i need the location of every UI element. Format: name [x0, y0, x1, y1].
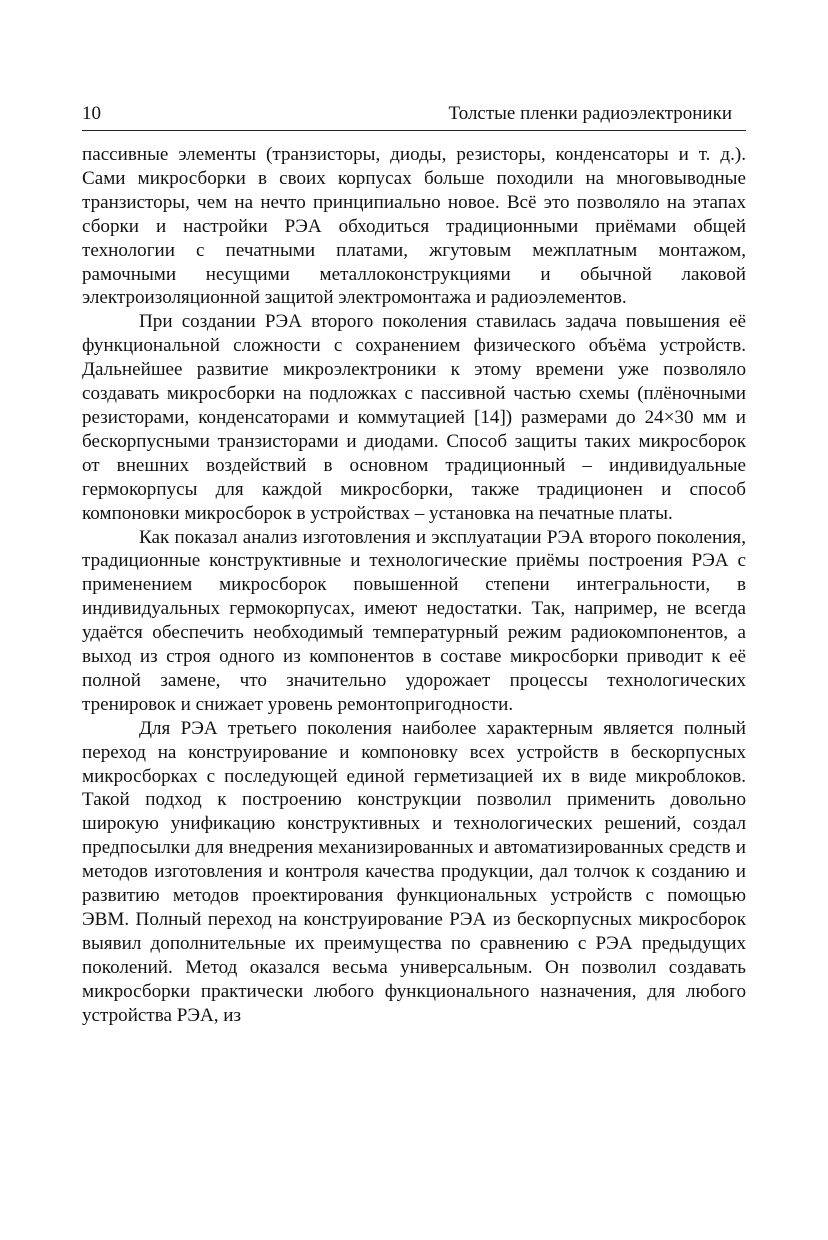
- page-header: [82, 103, 746, 131]
- paragraph-4: Для РЭА третьего поколения наиболее характерным является полный переход на конструирование и компоновку всех устройств в бескорпусных микросборках с последующей единой герметизацией их в виде микроблоков. Такой подход к построению конструкции позволил применить довольно широкую унификацию конструктивных и технологических решений, создал предпосылки для внедрения механизированных и автоматизированных средств и методов изготовления и контроля качества продукции, дал толчок к созданию и развитию методов проектирования функциональных устройств с помощью ЭВМ. Полный переход на конструирование РЭА из бескорпусных микросборок выявил дополнительные их преимущества по сравнению с РЭА предыдущих поколений. Метод оказался весьма универсальным. Он позволил создавать микросборки практически любого функционального назначения, для любого устройства РЭА, из: [82, 717, 746, 1026]
- page-number: 10: [82, 103, 101, 124]
- paragraph-3: Как показал анализ изготовления и эксплуатации РЭА второго поколения, традиционные конструктивные и технологические приёмы построения РЭА с применением микросборок повышенной степени интегральности, в индивидуальных гермокорпусах, имеют недостатки. Так, например, не всегда удаётся обеспечить необходимый температурный режим радиокомпонентов, а выход из строя одного из компонентов в составе микросборки приводит к её полной замене, что значительно удорожает процессы технологических тренировок и снижает уровень ремонтопригодности.: [82, 526, 746, 715]
- body-text: [82, 143, 746, 1028]
- paragraph-2: При создании РЭА второго поколения ставилась задача повышения её функциональной сложности с сохранением физического объёма устройств. Дальнейшее развитие микроэлектроники к этому времени уже позволяло создавать микросборки на подложках с пассивной частью схемы (плёночными резисторами, конденсаторами и коммутацией [14]) размерами до 24×30 мм и бескорпусными транзисторами и диодами. Способ защиты таких микросборок от внешних воздействий в основном традиционный – индивидуальные гермокорпусы для каждой микросборки, также традиционен и способ компоновки микросборок в устройствах – установка на печатные платы.: [82, 311, 746, 524]
- book-page: [82, 0, 746, 1240]
- running-title: Толстые пленки радиоэлектроники: [448, 103, 732, 124]
- paragraph-1: пассивные элементы (транзисторы, диоды, резисторы, конденсаторы и т. д.). Сами микросборки в своих корпусах больше походили на многовыводные транзисторы, чем на нечто принципиально новое. Всё это позволяло на этапах сборки и настройки РЭА обходиться традиционными приёмами общей технологии с печатными платами, жгутовым межплатным монтажом, рамочными несущими металлоконструкциями и обычной лаковой электроизоляционной защитой электромонтажа и радиоэлементов.: [82, 144, 746, 309]
